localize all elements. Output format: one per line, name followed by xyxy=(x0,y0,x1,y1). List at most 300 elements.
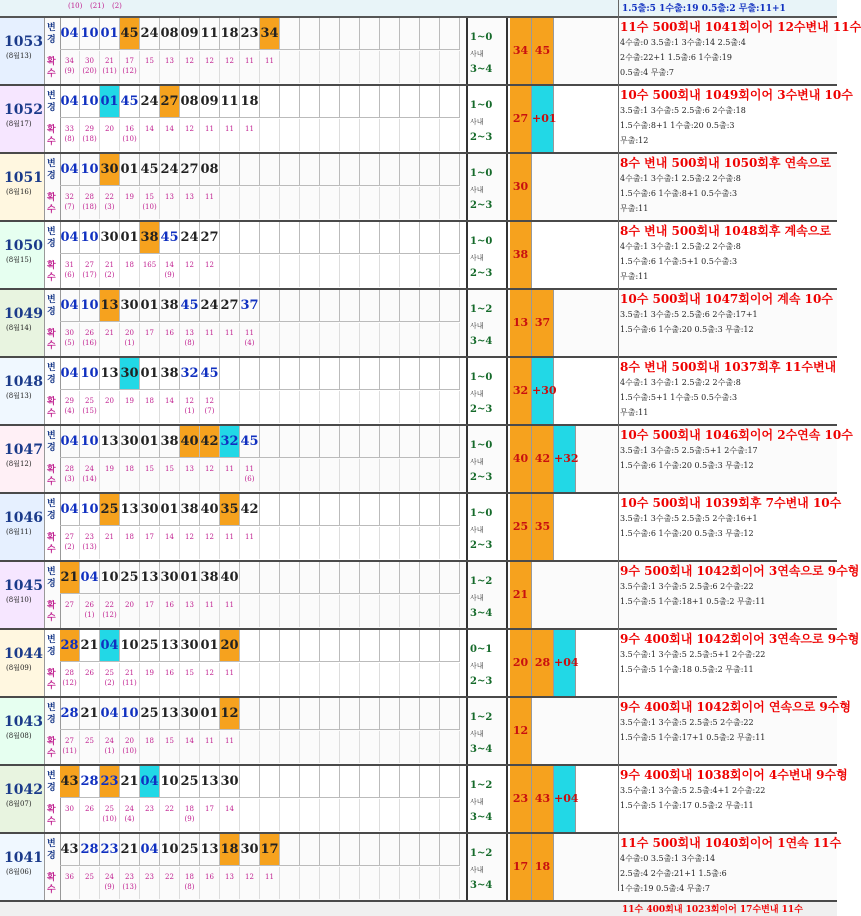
note-line: 1.5수출:6 1수출:20 0.5출:3 무출:12 xyxy=(620,461,754,470)
note-line: 4수출:1 3수출:1 2.5출:2 2수출:8 xyxy=(620,174,741,183)
sub-cell xyxy=(320,527,340,559)
number-cell xyxy=(420,222,440,254)
number-cell: 25 xyxy=(140,698,160,730)
sub-cell: 27 xyxy=(60,595,80,627)
sub-cell xyxy=(280,731,300,763)
sub-cell xyxy=(260,527,280,559)
sub-cell: 11 xyxy=(260,867,280,899)
draw-row xyxy=(0,494,842,562)
sub-cell: 21 xyxy=(100,527,120,559)
separator xyxy=(466,18,468,84)
number-cell xyxy=(300,426,320,458)
number-cell xyxy=(340,358,360,390)
note-line: 1.5수출:6 1수출:8+1 0.5수출:3 xyxy=(620,189,738,198)
sub-cell: 11 xyxy=(200,595,220,627)
number-cell xyxy=(280,834,300,866)
pick-cell: 28 xyxy=(532,630,554,696)
sub-cell: 18 xyxy=(120,459,140,491)
sub-cell: 25 (10) xyxy=(100,799,120,831)
number-cell xyxy=(420,834,440,866)
sub-cell xyxy=(440,595,460,627)
sub-cell: 22 xyxy=(160,799,180,831)
number-cell xyxy=(320,494,340,526)
draw-number-cell xyxy=(0,834,45,900)
sub-cell xyxy=(320,731,340,763)
number-cell: 25 xyxy=(140,630,160,662)
separator xyxy=(506,358,508,424)
number-cell xyxy=(340,698,360,730)
sub-cell xyxy=(260,459,280,491)
number-cell xyxy=(240,630,260,662)
number-cell xyxy=(240,698,260,730)
separator xyxy=(466,290,468,356)
separator xyxy=(466,154,468,220)
number-cell xyxy=(340,290,360,322)
number-cell xyxy=(400,698,420,730)
sub-cell xyxy=(380,527,400,559)
number-cell: 11 xyxy=(220,86,240,118)
sub-cell xyxy=(440,527,460,559)
separator xyxy=(466,426,468,492)
draw-number: 1041 xyxy=(4,850,43,866)
sub-cell: 12 xyxy=(200,663,220,695)
draw-number-cell xyxy=(0,222,45,288)
row-label-cell: 변 경 확 수 xyxy=(44,86,61,152)
sub-cell xyxy=(320,867,340,899)
number-cell xyxy=(400,834,420,866)
number-cell: 13 xyxy=(160,698,180,730)
sub-cell xyxy=(300,255,320,287)
note-line: 3.5출:1 3수출:5 2.5출:6 2수출:17+1 xyxy=(620,310,758,319)
number-cell xyxy=(360,86,380,118)
number-cell xyxy=(400,766,420,798)
number-cell: 04 xyxy=(80,562,100,594)
range-cell xyxy=(470,778,492,826)
note-line: 9수 500회내 1042회이어 3연속으로 9수형 xyxy=(620,564,860,578)
sub-cell: 18 xyxy=(140,391,160,423)
draw-number: 1046 xyxy=(4,510,43,526)
note-line: 1.5수출:5 1수출:17+1 0.5출:2 무출:11 xyxy=(620,733,766,742)
number-cell xyxy=(300,494,320,526)
note-line: 11수 500회내 1040회이어 1연속 11수 xyxy=(620,836,842,850)
sub-cell xyxy=(300,459,320,491)
range-top: 1~0 xyxy=(470,372,493,383)
range-top: 1~2 xyxy=(470,304,493,315)
number-cell xyxy=(380,630,400,662)
sub-cell xyxy=(300,323,320,355)
number-cell: 30 xyxy=(100,154,120,186)
number-cell: 13 xyxy=(100,290,120,322)
sub-cell xyxy=(440,867,460,899)
sub-cell xyxy=(360,119,380,151)
note-cell xyxy=(620,20,861,80)
sub-cell: 15 xyxy=(160,459,180,491)
range-cell xyxy=(470,234,492,282)
row-label-cell: 변 경 확 수 xyxy=(44,290,61,356)
number-cell xyxy=(240,562,260,594)
draw-row xyxy=(0,630,860,698)
sub-cell: 18 (8) xyxy=(180,867,200,899)
number-cell: 04 xyxy=(60,86,80,118)
number-cell: 10 xyxy=(80,290,100,322)
sub-cell xyxy=(340,799,360,831)
number-cell xyxy=(320,698,340,730)
pick-cell: 32 xyxy=(510,358,532,424)
sub-cell xyxy=(340,595,360,627)
range-bottom: 2~3 xyxy=(470,132,493,143)
number-cell xyxy=(320,290,340,322)
sub-cell xyxy=(360,255,380,287)
sub-cell xyxy=(400,595,420,627)
sub-cell: 21 (11) xyxy=(120,663,140,695)
sub-cell: 36 xyxy=(60,867,80,899)
range-top: 1~2 xyxy=(470,780,493,791)
number-cell: 01 xyxy=(200,698,220,730)
separator xyxy=(506,766,508,832)
number-cell xyxy=(360,630,380,662)
sub-cell xyxy=(300,799,320,831)
range-top: 1~0 xyxy=(470,236,493,247)
sub-cell: 18 (9) xyxy=(180,799,200,831)
number-cell: 10 xyxy=(80,358,100,390)
sub-cell: 23 xyxy=(140,799,160,831)
number-cell xyxy=(240,154,260,186)
number-cell xyxy=(320,562,340,594)
number-cell xyxy=(280,358,300,390)
number-cell: 10 xyxy=(80,18,100,50)
sub-cell xyxy=(360,527,380,559)
sub-cell xyxy=(400,731,420,763)
number-cell xyxy=(400,18,420,50)
number-cell xyxy=(380,222,400,254)
sub-cell xyxy=(300,663,320,695)
sub-cell xyxy=(340,867,360,899)
range-mid: 사내 xyxy=(470,662,484,670)
sub-cell: 13 xyxy=(180,459,200,491)
sub-cell xyxy=(380,731,400,763)
sub-cell: 14 xyxy=(140,119,160,151)
number-cell: 25 xyxy=(180,766,200,798)
range-cell xyxy=(470,98,492,146)
number-cell xyxy=(300,562,320,594)
number-cell: 13 xyxy=(140,562,160,594)
draw-date: (8월13) xyxy=(6,392,32,400)
range-cell xyxy=(470,302,492,350)
sub-cell xyxy=(220,187,240,219)
separator xyxy=(466,562,468,628)
draw-date: (8월11) xyxy=(6,528,32,536)
number-cell: 45 xyxy=(120,18,140,50)
note-line: 3.5수출:1 3수출:5 2.5출:5+1 2수출:22 xyxy=(620,650,766,659)
sub-cell: 13 xyxy=(220,867,240,899)
number-cell: 24 xyxy=(200,290,220,322)
sub-cell: 26 xyxy=(80,799,100,831)
note-line: 3.5수출:1 3수출:5 2.5출:6 2수출:22 xyxy=(620,582,754,591)
number-cell xyxy=(300,698,320,730)
sub-cell: 12 xyxy=(200,255,220,287)
sub-cell: 12 xyxy=(240,867,260,899)
sub-cell: 20 (1) xyxy=(120,323,140,355)
draw-date: (8월07) xyxy=(6,800,32,808)
number-cell: 10 xyxy=(80,86,100,118)
sub-cell: 12 xyxy=(200,459,220,491)
draw-date: (8월14) xyxy=(6,324,32,332)
draw-number-cell xyxy=(0,290,45,356)
sub-cell: 15 xyxy=(140,51,160,83)
number-cell xyxy=(340,630,360,662)
sub-cell: 30 xyxy=(60,799,80,831)
sub-cell: 11 xyxy=(220,119,240,151)
separator xyxy=(506,834,508,900)
range-mid: 사내 xyxy=(470,50,484,58)
note-line: 무출:12 xyxy=(620,136,649,145)
number-cell: 27 xyxy=(220,290,240,322)
note-line: 1.5수출:5+1 1수출:5 0.5수출:3 xyxy=(620,393,738,402)
sub-cell xyxy=(300,731,320,763)
number-cell xyxy=(260,86,280,118)
pick-cell: 23 xyxy=(510,766,532,832)
sub-cell: 26 (16) xyxy=(80,323,100,355)
number-cell xyxy=(400,630,420,662)
sub-cell: 23 (13) xyxy=(80,527,100,559)
note-cell xyxy=(620,292,834,337)
sub-cell xyxy=(400,119,420,151)
range-bottom: 3~4 xyxy=(470,744,493,755)
sub-cell xyxy=(440,187,460,219)
sub-cell xyxy=(220,255,240,287)
pick-cell: 30 xyxy=(510,154,532,220)
pick-cell: 43 xyxy=(532,766,554,832)
sub-cell xyxy=(440,731,460,763)
top-row xyxy=(0,0,837,18)
pick-cell: 45 xyxy=(532,18,554,84)
number-cell xyxy=(320,630,340,662)
sub-cell: 11 xyxy=(240,527,260,559)
number-cell: 10 xyxy=(120,698,140,730)
number-cell xyxy=(380,290,400,322)
sub-cell xyxy=(340,663,360,695)
sub-cell xyxy=(340,119,360,151)
number-cell: 45 xyxy=(140,154,160,186)
sub-cell: 16 xyxy=(160,663,180,695)
number-cell: 01 xyxy=(180,562,200,594)
sub-cell: 17 xyxy=(140,527,160,559)
draw-number: 1045 xyxy=(4,578,43,594)
note-cell xyxy=(620,564,860,609)
number-cell: 21 xyxy=(80,630,100,662)
number-cell xyxy=(340,86,360,118)
number-cell xyxy=(220,222,240,254)
sub-cell xyxy=(240,799,260,831)
row-label-cell: 변 경 확 수 xyxy=(44,18,61,84)
sub-cell xyxy=(300,51,320,83)
sub-cell: 11 xyxy=(220,663,240,695)
note-cell xyxy=(620,496,842,541)
number-cell: 21 xyxy=(80,698,100,730)
range-cell xyxy=(470,846,492,894)
number-cell xyxy=(360,290,380,322)
pick-cell: +32 xyxy=(554,426,576,492)
separator xyxy=(506,494,508,560)
sub-cell xyxy=(380,663,400,695)
number-cell xyxy=(360,834,380,866)
number-cell xyxy=(380,766,400,798)
note-cell xyxy=(620,156,834,216)
number-cell xyxy=(300,358,320,390)
sub-cell xyxy=(400,459,420,491)
note-line: 9수 400회내 1042회이어 연속으로 9수형 xyxy=(620,700,851,714)
sub-cell xyxy=(340,391,360,423)
sub-cell: 22 (3) xyxy=(100,187,120,219)
pick-cell: 37 xyxy=(532,290,554,356)
range-cell xyxy=(470,438,492,486)
sub-cell: 14 (9) xyxy=(160,255,180,287)
range-mid: 사내 xyxy=(470,594,484,602)
number-cell xyxy=(420,766,440,798)
sub-cell: 19 xyxy=(140,663,160,695)
sub-cell: 30 (20) xyxy=(80,51,100,83)
number-cell: 12 xyxy=(220,698,240,730)
note-line: 2.5출:4 2수출:21+1 1.5출:6 xyxy=(620,869,727,878)
number-cell xyxy=(400,494,420,526)
sub-cell: 11 xyxy=(220,595,240,627)
number-cell: 38 xyxy=(160,358,180,390)
sub-cell xyxy=(440,255,460,287)
pick-cell: 25 xyxy=(510,494,532,560)
note-cell xyxy=(620,428,853,473)
sub-cell: 27 (11) xyxy=(60,731,80,763)
number-cell: 24 xyxy=(140,18,160,50)
number-cell: 10 xyxy=(80,222,100,254)
sub-cell: 24 (9) xyxy=(100,867,120,899)
separator xyxy=(466,766,468,832)
range-bottom: 2~3 xyxy=(470,404,493,415)
note-line: 무출:11 xyxy=(620,204,649,213)
sub-cell: 12 xyxy=(180,255,200,287)
separator xyxy=(466,358,468,424)
sub-cell xyxy=(360,187,380,219)
sub-cell xyxy=(340,51,360,83)
range-bottom: 2~3 xyxy=(470,268,493,279)
pick-cell: +04 xyxy=(554,630,576,696)
number-cell xyxy=(280,426,300,458)
number-cell xyxy=(280,290,300,322)
pick-cell: 38 xyxy=(510,222,532,288)
number-cell: 32 xyxy=(180,358,200,390)
sub-cell: 34 (9) xyxy=(60,51,80,83)
number-cell: 18 xyxy=(220,834,240,866)
draw-date: (8월15) xyxy=(6,256,32,264)
sub-cell: 20 xyxy=(120,595,140,627)
sub-cell: 15 xyxy=(160,731,180,763)
number-cell xyxy=(360,494,380,526)
pick-cell: 34 xyxy=(510,18,532,84)
range-mid: 사내 xyxy=(470,526,484,534)
row-label-cell: 변 경 확 수 xyxy=(44,698,61,764)
number-cell: 09 xyxy=(180,18,200,50)
number-cell: 08 xyxy=(200,154,220,186)
draw-number: 1044 xyxy=(4,646,43,662)
number-cell xyxy=(260,562,280,594)
top-seq-1: (21) xyxy=(90,2,105,10)
draw-row xyxy=(0,834,842,902)
note-line: 1.5수출:5 1수출:18+1 0.5출:2 무출:11 xyxy=(620,597,766,606)
number-cell xyxy=(440,154,460,186)
number-cell: 01 xyxy=(140,426,160,458)
sub-cell xyxy=(300,867,320,899)
number-cell xyxy=(300,18,320,50)
sub-cell: 11 xyxy=(220,323,240,355)
sub-cell: 12 xyxy=(180,527,200,559)
note-line: 4수출:1 3수출:1 2.5출:2 2수출:8 xyxy=(620,242,741,251)
number-cell: 13 xyxy=(200,834,220,866)
sub-cell: 12 xyxy=(180,51,200,83)
range-top: 1~2 xyxy=(470,576,493,587)
number-cell: 13 xyxy=(100,426,120,458)
number-cell: 10 xyxy=(80,494,100,526)
number-cell: 10 xyxy=(160,834,180,866)
number-cell: 25 xyxy=(100,494,120,526)
note-line: 4수출:0 3.5출:1 3수출:14 xyxy=(620,854,716,863)
sub-cell: 19 xyxy=(100,459,120,491)
sub-cell: 20 (10) xyxy=(120,731,140,763)
sub-cell: 25 (15) xyxy=(80,391,100,423)
number-cell: 30 xyxy=(180,698,200,730)
number-cell xyxy=(340,154,360,186)
number-cell: 38 xyxy=(140,222,160,254)
note-line: 3.5출:1 3수출:5 2.5출:5+1 2수출:17 xyxy=(620,446,758,455)
sub-cell xyxy=(320,663,340,695)
sub-cell xyxy=(360,799,380,831)
sub-cell xyxy=(400,323,420,355)
range-top: 1~2 xyxy=(470,712,493,723)
sub-cell xyxy=(340,731,360,763)
sub-cell: 26 (1) xyxy=(80,595,100,627)
number-cell: 21 xyxy=(120,834,140,866)
sub-cell xyxy=(300,187,320,219)
separator xyxy=(506,698,508,764)
sub-cell xyxy=(440,391,460,423)
number-cell: 01 xyxy=(140,290,160,322)
separator xyxy=(506,630,508,696)
separator xyxy=(506,426,508,492)
number-cell xyxy=(260,494,280,526)
sub-cell xyxy=(400,255,420,287)
number-cell xyxy=(420,18,440,50)
sub-cell xyxy=(420,527,440,559)
note-line: 9수 400회내 1042회이어 3연속으로 9수형 xyxy=(620,632,860,646)
sub-cell: 12 (7) xyxy=(200,391,220,423)
number-cell: 24 xyxy=(160,154,180,186)
sub-cell xyxy=(360,459,380,491)
range-mid: 사내 xyxy=(470,730,484,738)
row-label-cell: 변 경 확 수 xyxy=(44,426,61,492)
number-cell: 38 xyxy=(180,494,200,526)
sub-cell: 20 xyxy=(100,119,120,151)
number-cell xyxy=(260,358,280,390)
number-cell: 23 xyxy=(100,766,120,798)
draw-date: (8월16) xyxy=(6,188,32,196)
number-cell xyxy=(300,834,320,866)
draw-row xyxy=(0,426,853,494)
sub-cell xyxy=(440,119,460,151)
sub-cell xyxy=(240,187,260,219)
number-cell: 23 xyxy=(240,18,260,50)
sub-cell xyxy=(420,799,440,831)
number-cell: 20 xyxy=(220,630,240,662)
number-cell xyxy=(420,358,440,390)
bottom-row xyxy=(0,902,837,916)
